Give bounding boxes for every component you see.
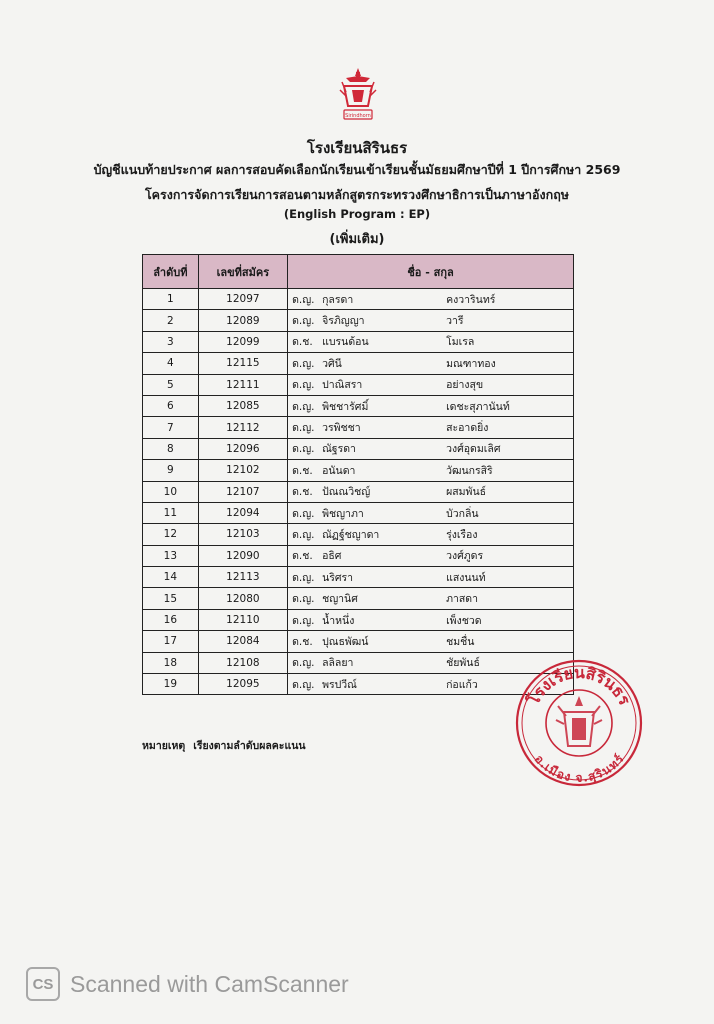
- supplement-label: (เพิ่มเติม): [329, 232, 385, 247]
- row-name: [288, 631, 574, 652]
- last-name: ผสมพันธ์: [446, 486, 487, 499]
- row-name: [288, 609, 574, 630]
- last-name: วัฒนกรสิริ: [446, 464, 493, 477]
- table-row: [143, 567, 574, 588]
- table-header-row: [143, 255, 574, 289]
- row-no: 5: [143, 374, 199, 395]
- name-prefix: ด.ช.: [292, 336, 313, 349]
- first-name: น้ำหนึ่ง: [322, 614, 355, 627]
- name-prefix: ด.ญ.: [292, 528, 315, 541]
- table-row: [143, 374, 574, 395]
- name-prefix: ด.ญ.: [292, 678, 315, 691]
- row-no: 12: [143, 524, 199, 545]
- table-row: [143, 588, 574, 609]
- row-name: [288, 353, 574, 374]
- table-row: [143, 502, 574, 523]
- stamp-bottom-text: อ.เมือง จ.สุรินทร์: [531, 752, 627, 785]
- row-no: 2: [143, 310, 199, 331]
- row-name: [288, 502, 574, 523]
- row-name: [288, 567, 574, 588]
- official-school-stamp: [512, 656, 646, 790]
- name-prefix: ด.ช.: [292, 464, 313, 477]
- name-prefix: ด.ญ.: [292, 357, 315, 370]
- name-prefix: ด.ญ.: [292, 657, 315, 670]
- row-applicant-id: 12085: [198, 395, 287, 416]
- name-prefix: ด.ญ.: [292, 379, 315, 392]
- table-row: [143, 331, 574, 352]
- row-applicant-id: 12113: [198, 567, 287, 588]
- camscanner-text: Scanned with CamScanner: [70, 970, 349, 997]
- first-name: จิรภิญญา: [322, 315, 365, 328]
- name-prefix: ด.ญ.: [292, 593, 315, 606]
- table-row: [143, 652, 574, 673]
- last-name: มณฑาทอง: [446, 357, 496, 370]
- row-applicant-id: 12112: [198, 417, 287, 438]
- name-prefix: ด.ช.: [292, 635, 313, 648]
- row-name: [288, 481, 574, 502]
- row-applicant-id: 12111: [198, 374, 287, 395]
- name-prefix: ด.ญ.: [292, 422, 315, 435]
- first-name: ลลิลยา: [322, 657, 354, 670]
- row-name: [288, 374, 574, 395]
- table-row: [143, 481, 574, 502]
- last-name: คงวารินทร์: [446, 293, 496, 306]
- last-name: วารี: [446, 315, 464, 328]
- first-name: ปาณิสรา: [322, 379, 363, 392]
- row-no: 15: [143, 588, 199, 609]
- row-name: [288, 289, 574, 310]
- table-row: [143, 395, 574, 416]
- row-applicant-id: 12094: [198, 502, 287, 523]
- row-applicant-id: 12090: [198, 545, 287, 566]
- row-name: [288, 524, 574, 545]
- remark-text: เรียงตามลำดับผลคะแนน: [193, 740, 306, 752]
- last-name: วงศ์อุดมเลิศ: [446, 443, 501, 456]
- table-row: [143, 631, 574, 652]
- first-name: ณัฐรดา: [322, 443, 356, 456]
- row-no: 11: [143, 502, 199, 523]
- name-prefix: ด.ญ.: [292, 507, 315, 520]
- name-prefix: ด.ญ.: [292, 315, 315, 328]
- first-name: ณัฏฐ์ชญาดา: [322, 528, 380, 541]
- row-name: [288, 310, 574, 331]
- last-name: ชมชื่น: [446, 635, 475, 648]
- table-row: [143, 674, 574, 695]
- last-name: ก่อแก้ว: [446, 678, 478, 691]
- name-prefix: ด.ช.: [292, 550, 313, 563]
- table-row: [143, 524, 574, 545]
- row-applicant-id: 12103: [198, 524, 287, 545]
- name-prefix: ด.ญ.: [292, 443, 315, 456]
- name-prefix: ด.ญ.: [292, 614, 315, 627]
- row-applicant-id: 12115: [198, 353, 287, 374]
- name-prefix: ด.ช.: [292, 486, 313, 499]
- header-no: ลำดับที่: [143, 255, 199, 289]
- row-name: [288, 331, 574, 352]
- last-name: แสงนนท์: [446, 571, 486, 584]
- header-applicant-id: เลขที่สมัคร: [198, 255, 287, 289]
- row-no: 18: [143, 652, 199, 673]
- first-name: นริศรา: [322, 571, 354, 584]
- row-no: 13: [143, 545, 199, 566]
- results-table: [142, 254, 574, 695]
- first-name: ปัณณวิชญ์: [322, 486, 371, 499]
- row-no: 6: [143, 395, 199, 416]
- row-no: 1: [143, 289, 199, 310]
- last-name: สะอาดยิ่ง: [446, 422, 489, 435]
- row-name: [288, 460, 574, 481]
- table-row: [143, 460, 574, 481]
- table-row: [143, 310, 574, 331]
- first-name: พิชชารัศมิ์: [322, 400, 369, 413]
- row-no: 3: [143, 331, 199, 352]
- camscanner-logo-icon: CS: [26, 967, 60, 1001]
- table-row: [143, 417, 574, 438]
- first-name: แบรนด้อน: [322, 336, 369, 349]
- row-no: 14: [143, 567, 199, 588]
- last-name: เพ็งชวด: [446, 614, 482, 627]
- row-name: [288, 395, 574, 416]
- row-name: [288, 588, 574, 609]
- table-row: [143, 289, 574, 310]
- name-prefix: ด.ญ.: [292, 400, 315, 413]
- program-english: (English Program : EP): [283, 207, 431, 221]
- first-name: อนันดา: [322, 464, 356, 477]
- row-applicant-id: 12108: [198, 652, 287, 673]
- row-no: 8: [143, 438, 199, 459]
- row-applicant-id: 12089: [198, 310, 287, 331]
- last-name: โมเรล: [446, 336, 475, 349]
- first-name: พรปวีณ์: [322, 678, 357, 691]
- row-name: [288, 545, 574, 566]
- camscanner-watermark: [26, 967, 349, 1001]
- row-applicant-id: 12099: [198, 331, 287, 352]
- row-applicant-id: 12084: [198, 631, 287, 652]
- school-name: โรงเรียนสิรินธร: [306, 139, 408, 157]
- header-name: ชื่อ - สกุล: [288, 255, 574, 289]
- last-name: เดชะสุภานันท์: [446, 400, 510, 413]
- row-applicant-id: 12095: [198, 674, 287, 695]
- row-no: 10: [143, 481, 199, 502]
- row-no: 7: [143, 417, 199, 438]
- remark: [142, 737, 314, 754]
- row-applicant-id: 12097: [198, 289, 287, 310]
- table-row: [143, 609, 574, 630]
- row-name: [288, 417, 574, 438]
- last-name: ภาสดา: [446, 593, 479, 606]
- row-applicant-id: 12107: [198, 481, 287, 502]
- row-no: 19: [143, 674, 199, 695]
- first-name: ชญานิศ: [322, 593, 358, 606]
- row-applicant-id: 12096: [198, 438, 287, 459]
- first-name: อธิศ: [322, 550, 342, 563]
- row-no: 16: [143, 609, 199, 630]
- first-name: พิชญาภา: [322, 507, 364, 520]
- row-no: 17: [143, 631, 199, 652]
- table-row: [143, 353, 574, 374]
- table-row: [143, 545, 574, 566]
- stamp-top-text: โรงเรียนสิรินธร: [523, 662, 635, 709]
- row-no: 4: [143, 353, 199, 374]
- school-emblem-logo: [338, 66, 378, 128]
- last-name: วงศ์ภูดร: [446, 550, 484, 563]
- name-prefix: ด.ญ.: [292, 293, 315, 306]
- logo-caption: Sirindhorn: [345, 113, 371, 119]
- program-title: โครงการจัดการเรียนการสอนตามหลักสูตรกระทรวงศึกษาธิการเป็นภาษาอังกฤษ: [144, 187, 570, 202]
- last-name: บัวกลิ่น: [446, 507, 479, 520]
- announcement-title: บัญชีแนบท้ายประกาศ ผลการสอบคัดเลือกนักเรียนเข้าเรียนชั้นมัธยมศึกษาปีที่ 1 ปีการศึกษา 2569: [93, 162, 621, 177]
- row-name: [288, 438, 574, 459]
- first-name: วศินี: [322, 357, 342, 370]
- first-name: วรพิชชา: [322, 422, 361, 435]
- row-applicant-id: 12110: [198, 609, 287, 630]
- row-applicant-id: 12102: [198, 460, 287, 481]
- first-name: ปุณธพัฒน์: [322, 635, 369, 648]
- row-applicant-id: 12080: [198, 588, 287, 609]
- last-name: รุ่งเรือง: [446, 528, 478, 541]
- last-name: อย่างสุข: [446, 379, 484, 392]
- table-row: [143, 438, 574, 459]
- first-name: กุลรดา: [322, 293, 354, 306]
- row-no: 9: [143, 460, 199, 481]
- name-prefix: ด.ญ.: [292, 571, 315, 584]
- remark-label: หมายเหตุ: [142, 740, 186, 752]
- last-name: ชัยพันธ์: [446, 657, 480, 670]
